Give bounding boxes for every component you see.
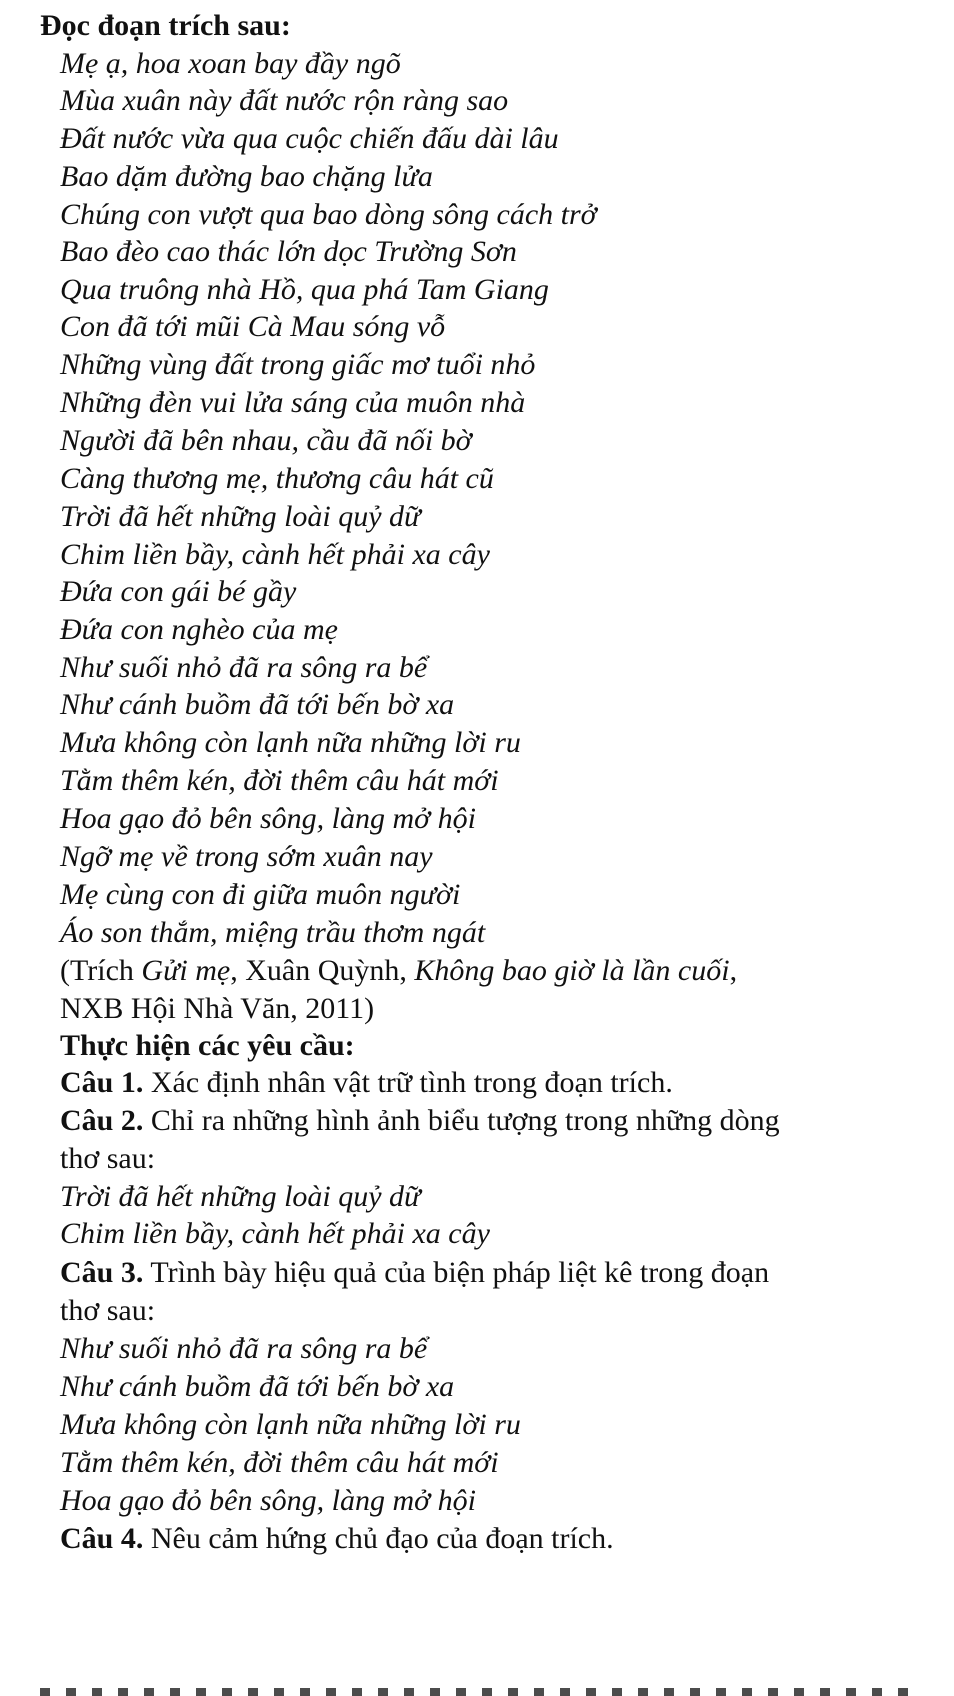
question-1	[60, 1064, 673, 1102]
poem-line-24: Áo son thắm, miệng trầu thơm ngát	[60, 916, 486, 949]
question-3-quote-5: Hoa gạo đỏ bên sông, làng mở hội	[60, 1484, 477, 1517]
question-2-quote-1: Trời đã hết những loài quỷ dữ	[60, 1180, 421, 1213]
source-citation-line-1	[60, 952, 737, 990]
poem-line-17: Như suối nhỏ đã ra sông ra bể	[60, 651, 428, 684]
poem-line-8: Con đã tới mũi Cà Mau sóng vỗ	[60, 310, 446, 343]
question-3-quote-4: Tằm thêm kén, đời thêm câu hát mới	[60, 1446, 499, 1479]
poem-line-1: Mẹ ạ, hoa xoan bay đầy ngõ	[60, 47, 401, 80]
poem-line-11: Người đã bên nhau, cầu đã nối bờ	[60, 424, 472, 457]
poem-line-19: Mưa không còn lạnh nữa những lời ru	[60, 726, 521, 759]
question-3-quote-2: Như cánh buồm đã tới bến bờ xa	[60, 1370, 455, 1403]
question-4	[60, 1520, 614, 1558]
source-work-title: Gửi mẹ	[141, 954, 231, 987]
poem-line-15: Đứa con gái bé gầy	[60, 575, 297, 608]
poem-line-20: Tằm thêm kén, đời thêm câu hát mới	[60, 764, 499, 797]
source-collection-title: Không bao giờ là lần cuối	[414, 954, 730, 987]
question-2-line-2: thơ sau:	[60, 1142, 156, 1175]
question-2-line-1	[60, 1102, 780, 1140]
question-2-label: Câu 2.	[60, 1104, 144, 1137]
page-title: Đọc đoạn trích sau:	[40, 9, 291, 42]
question-3-quote-3: Mưa không còn lạnh nữa những lời ru	[60, 1408, 521, 1441]
question-3-quote-1: Như suối nhỏ đã ra sông ra bể	[60, 1332, 428, 1365]
tasks-heading: Thực hiện các yêu cầu:	[60, 1029, 355, 1062]
poem-line-18: Như cánh buồm đã tới bến bờ xa	[60, 688, 455, 721]
question-4-text: Nêu cảm hứng chủ đạo của đoạn trích.	[143, 1522, 614, 1555]
question-3-line-1	[60, 1254, 769, 1292]
question-2-quote-2: Chim liền bầy, cành hết phải xa cây	[60, 1217, 490, 1250]
poem-line-16: Đứa con nghèo của mẹ	[60, 613, 338, 646]
poem-line-9: Những vùng đất trong giấc mơ tuổi nhỏ	[60, 348, 536, 381]
poem-line-4: Bao dặm đường bao chặng lửa	[60, 160, 433, 193]
poem-line-5: Chúng con vượt qua bao dòng sông cách trở	[60, 198, 597, 231]
poem-line-12: Càng thương mẹ, thương câu hát cũ	[60, 462, 494, 495]
cropped-text-fragment-top	[257, 0, 327, 4]
question-3-text: Trình bày hiệu quả của biện pháp liệt kê trong đoạn	[143, 1256, 770, 1289]
poem-line-14: Chim liền bầy, cành hết phải xa cây	[60, 538, 490, 571]
question-4-label: Câu 4.	[60, 1522, 144, 1555]
source-author: , Xuân Quỳnh,	[230, 954, 415, 987]
poem-line-2: Mùa xuân này đất nước rộn ràng sao	[60, 84, 509, 117]
source-citation-line-2: NXB Hội Nhà Văn, 2011)	[60, 992, 375, 1025]
poem-line-10: Những đèn vui lửa sáng của muôn nhà	[60, 386, 526, 419]
question-2-text: Chỉ ra những hình ảnh biểu tượng trong những dòng	[143, 1104, 780, 1137]
source-open: (Trích	[60, 954, 142, 987]
question-1-text: Xác định nhân vật trữ tình trong đoạn trích.	[143, 1066, 673, 1099]
question-3-line-2: thơ sau:	[60, 1294, 156, 1327]
poem-line-7: Qua truông nhà Hồ, qua phá Tam Giang	[60, 273, 549, 306]
poem-line-6: Bao đèo cao thác lớn dọc Trường Sơn	[60, 235, 517, 268]
poem-line-23: Mẹ cùng con đi giữa muôn người	[60, 878, 461, 911]
poem-line-22: Ngỡ mẹ về trong sớm xuân nay	[60, 840, 433, 873]
question-3-label: Câu 3.	[60, 1256, 144, 1289]
question-1-label: Câu 1.	[60, 1066, 144, 1099]
poem-line-21: Hoa gạo đỏ bên sông, làng mở hội	[60, 802, 477, 835]
poem-line-3: Đất nước vừa qua cuộc chiến đấu dài lâu	[60, 122, 559, 155]
poem-line-13: Trời đã hết những loài quỷ dữ	[60, 500, 421, 533]
source-comma: ,	[729, 954, 738, 987]
